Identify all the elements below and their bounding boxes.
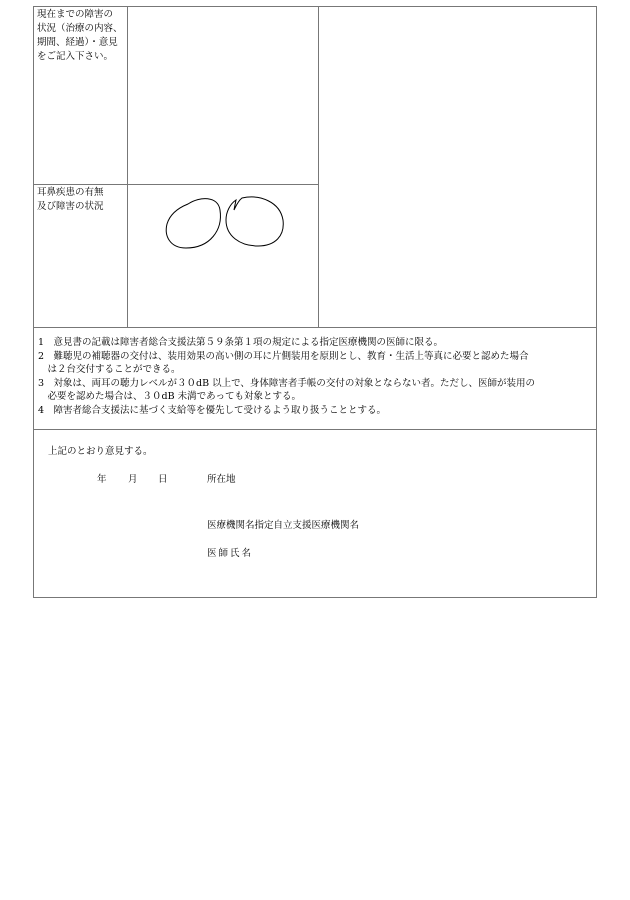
institution-label: 医療機関名指定自立支援医療機関名 bbox=[207, 520, 360, 531]
column-divider-1 bbox=[127, 6, 128, 327]
note-2: 2 難聴児の補聴器の交付は、装用効果の高い側の耳に片側装用を原則とし、教育・生活上等真に必要と認めた場合 は２台交付することができる。 bbox=[38, 350, 529, 375]
ear-condition-label: 耳鼻疾患の有無 及び障害の状況 bbox=[37, 187, 104, 212]
date-month-label: 月 bbox=[128, 474, 138, 485]
right-ear-outline bbox=[226, 197, 283, 246]
row-divider-2 bbox=[33, 327, 597, 328]
opinion-statement: 上記のとおり意見する。 bbox=[48, 446, 153, 457]
status-opinion-label: 現在までの障害の 状況（治療の内容、 期間、経過）・意見 をご記入下さい。 bbox=[37, 9, 123, 62]
form-frame bbox=[33, 6, 597, 598]
left-ear-outline bbox=[166, 199, 220, 248]
note-4: 4 障害者総合支援法に基づく支給等を優先して受けるよう取り扱うこととする。 bbox=[38, 404, 387, 416]
row-divider-3 bbox=[33, 429, 597, 430]
date-year-label: 年 bbox=[97, 474, 107, 485]
notes-section bbox=[38, 336, 593, 417]
doctor-name-label: 医師氏名 bbox=[207, 548, 254, 559]
ear-diagram bbox=[160, 190, 290, 254]
date-day-label: 日 bbox=[158, 474, 168, 485]
note-1: 1 意見書の記載は障害者総合支援法第５９条第１項の規定による指定医療機関の医師に限る。 bbox=[38, 337, 444, 348]
column-divider-2 bbox=[318, 6, 319, 327]
location-label: 所在地 bbox=[207, 474, 236, 485]
note-3: 3 対象は、両耳の聴力レベルが３０dB 以上で、身体障害者手帳の交付の対象とならない者。ただし、医師が装用の 必要を認めた場合は、３０dB 未満であっても対象とする。 bbox=[38, 377, 535, 402]
row-divider-1 bbox=[33, 184, 318, 185]
